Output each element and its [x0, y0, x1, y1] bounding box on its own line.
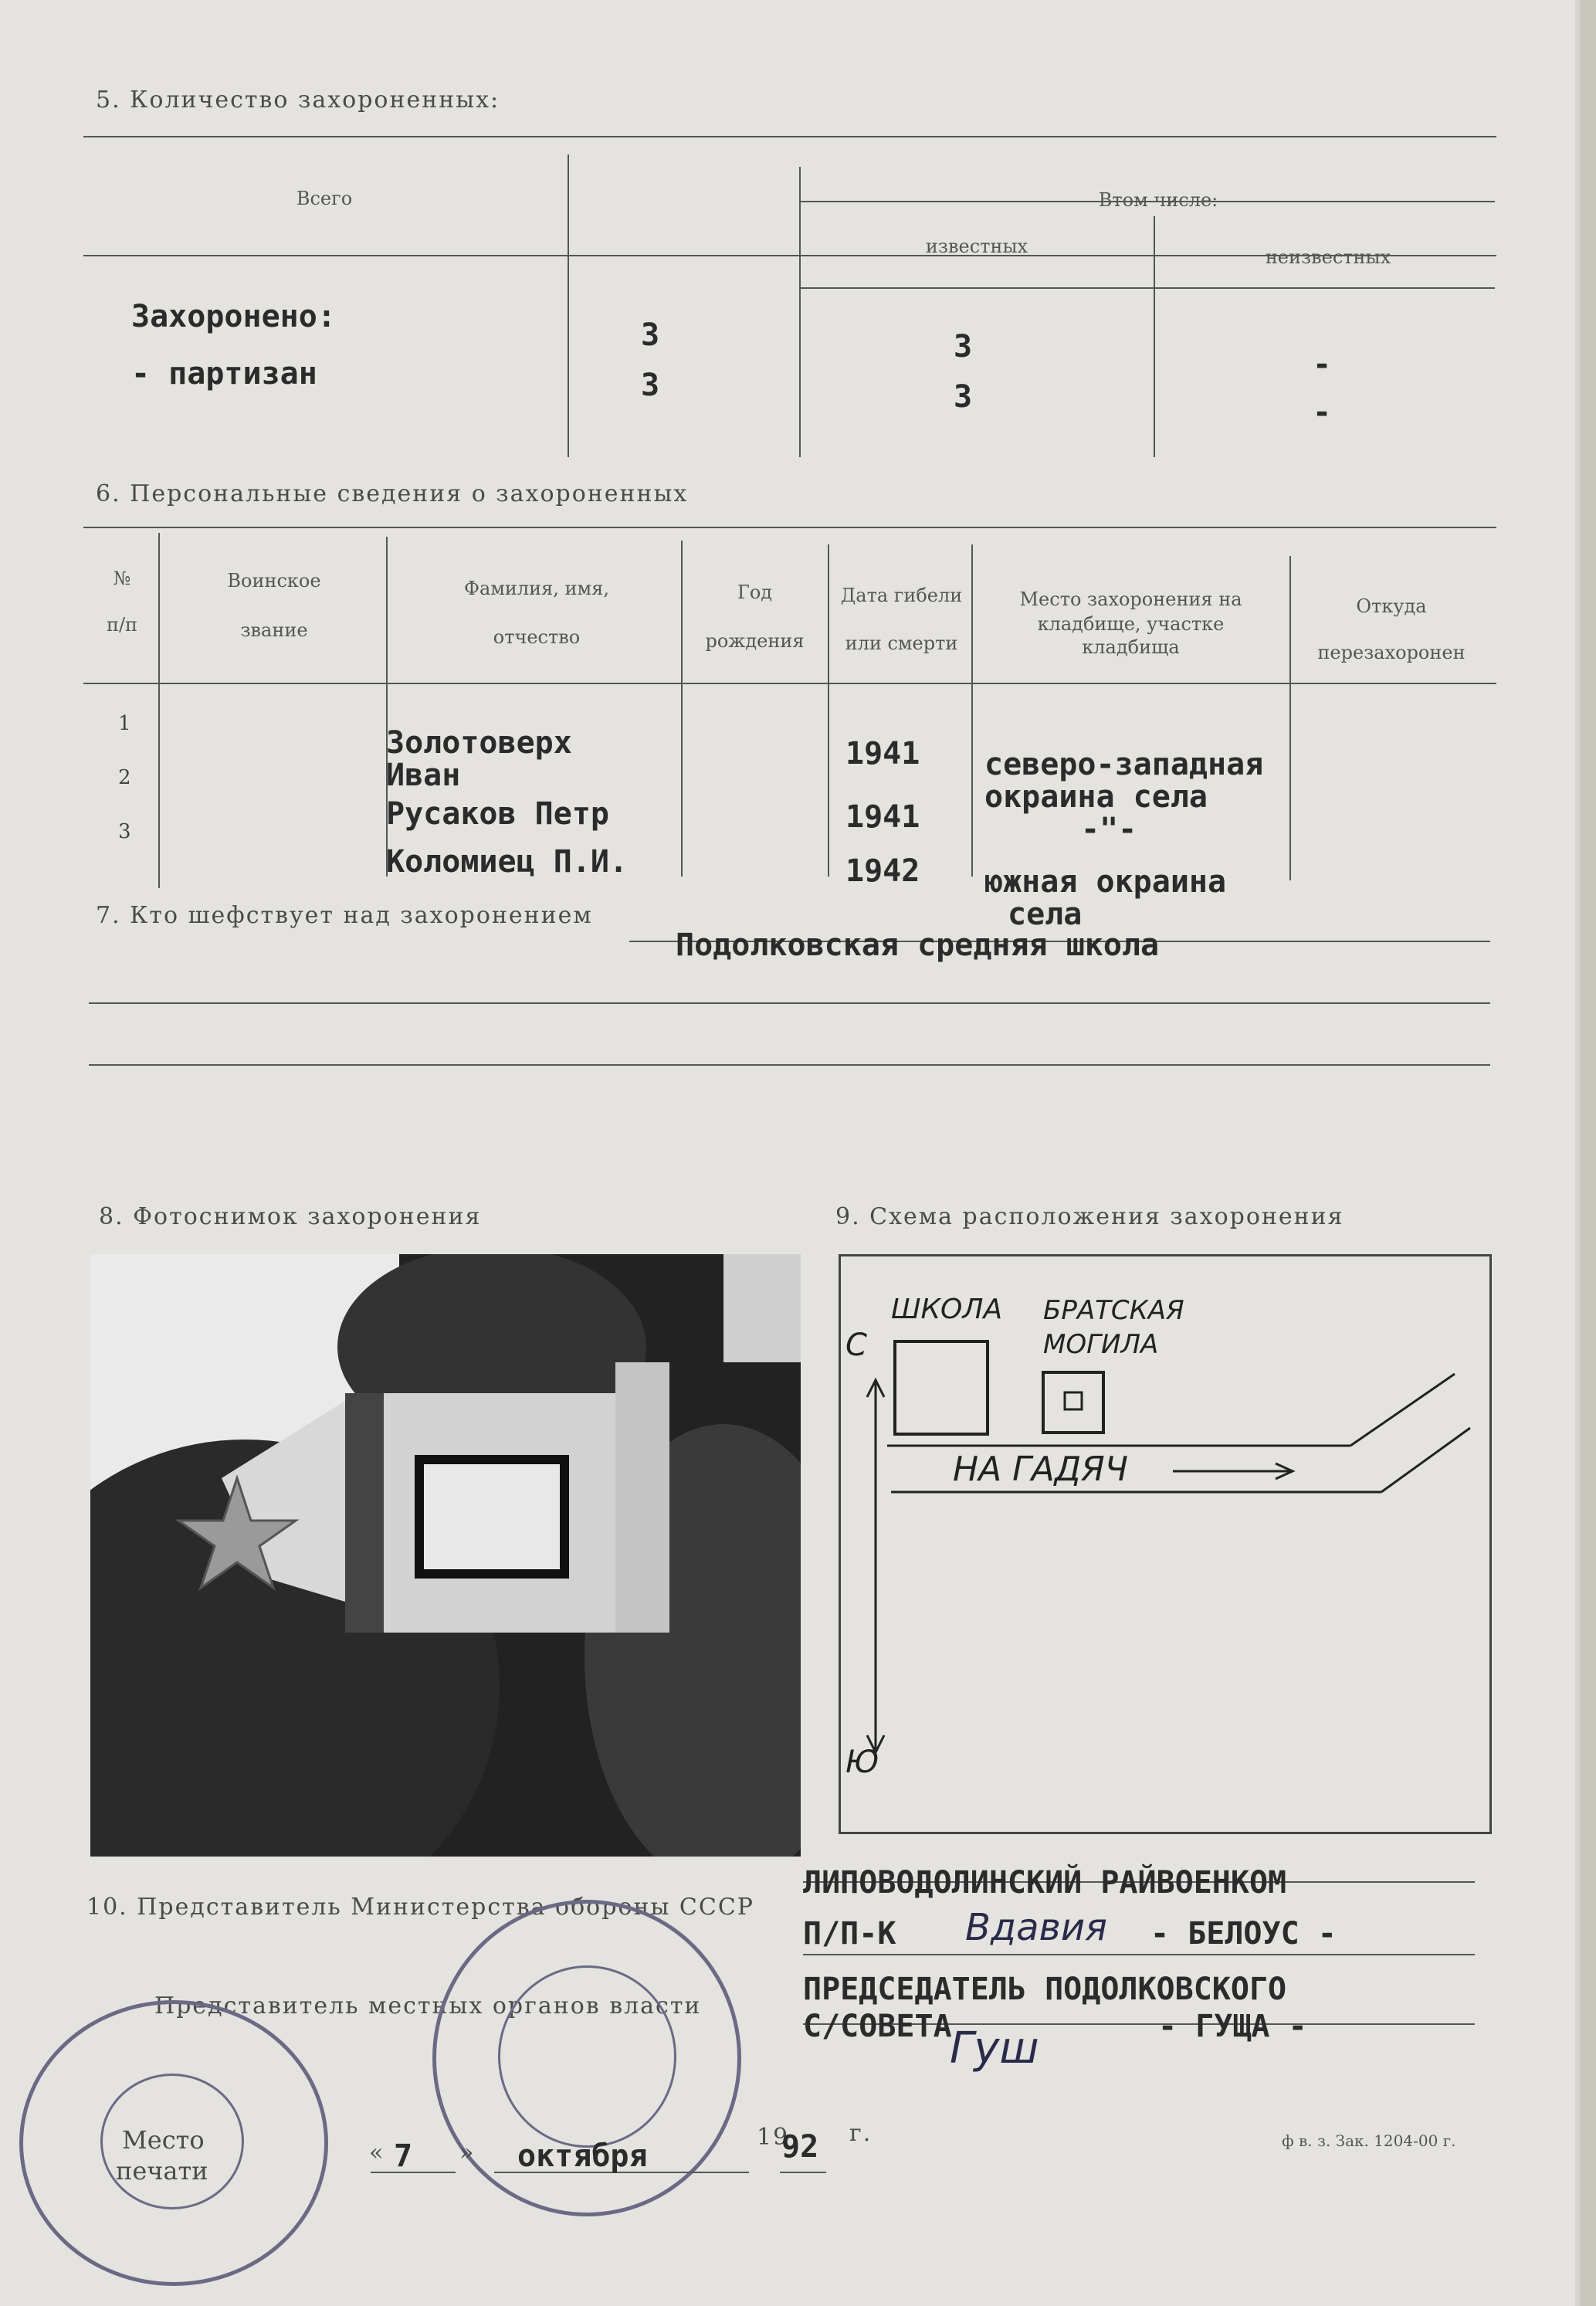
- place-1a: северо-западная: [984, 747, 1264, 782]
- section5-title: 5. Количество захороненных:: [96, 86, 500, 114]
- name-ivan: Иван: [386, 758, 461, 793]
- header-rank-2: звание: [240, 619, 308, 641]
- header-known: известных: [925, 236, 1028, 257]
- header-place-3: кладбища: [1082, 636, 1180, 658]
- place-3a: южная окраина: [984, 864, 1227, 900]
- local-rep-line-2: С/СОВЕТА: [803, 2009, 952, 2044]
- row-number: 3: [118, 820, 131, 843]
- stamp-place-1: Место: [122, 2125, 205, 2155]
- mod-rep-line-1: ЛИПОВОДОЛИНСКИЙ РАЙВОЕНКОМ: [803, 1865, 1287, 1901]
- header-num-2: п/п: [106, 614, 138, 636]
- scheme-road: НА ГАДЯЧ: [953, 1450, 1128, 1489]
- quote-open: «: [369, 2139, 385, 2166]
- header-from-1: Откуда: [1356, 595, 1427, 617]
- buried-total: 3: [641, 317, 660, 353]
- scheme-school: ШКОЛА: [891, 1294, 1003, 1325]
- seal-inner-ring: [498, 1965, 676, 2148]
- column-divider: [681, 541, 683, 877]
- memorial-image: [90, 1254, 801, 1857]
- rule: [371, 2172, 456, 2173]
- column-divider: [568, 154, 569, 457]
- header-name-1: Фамилия, имя,: [464, 578, 609, 599]
- rule: [83, 136, 1496, 137]
- death-date-2: 1941: [845, 799, 920, 835]
- column-divider: [799, 167, 801, 457]
- patron-value: Подолковская средняя школа: [676, 927, 1160, 963]
- place-1b: окраина села: [984, 779, 1208, 815]
- quote-close: »: [459, 2139, 476, 2166]
- date-month: октября: [517, 2138, 648, 2174]
- name-rusakov: Русаков Петр: [386, 796, 609, 832]
- header-rank-1: Воинское: [227, 570, 321, 592]
- buried-known: 3: [954, 329, 973, 365]
- partisans-label: - партизан: [131, 356, 317, 392]
- rule: [83, 527, 1496, 528]
- scheme-grave-1: БРАТСКАЯ: [1043, 1295, 1184, 1326]
- place-2: -"-: [1081, 812, 1137, 847]
- scheme-south: Ю: [845, 1745, 879, 1780]
- local-rep-line-1: ПРЕДСЕДАТЕЛЬ ПОДОЛКОВСКОГО: [803, 1972, 1287, 2007]
- section8-title: 8. Фотоснимок захоронения: [99, 1203, 482, 1230]
- local-rep-name: - ГУЩА -: [1158, 2009, 1307, 2044]
- header-total: Всего: [296, 188, 353, 209]
- header-including: Втом числе:: [1098, 189, 1218, 211]
- rule: [780, 2172, 826, 2173]
- local-authority-title: Представитель местных органов власти: [154, 1992, 702, 2019]
- header-death-2: или смерти: [845, 632, 958, 654]
- signature-1: Вдавия: [965, 1906, 1107, 1949]
- scheme-drawing: [841, 1256, 1489, 1832]
- section9-title: 9. Схема расположения захоронения: [835, 1203, 1344, 1230]
- section10-title: 10. Представитель Министерства обороны СССР: [86, 1894, 754, 1921]
- column-divider: [1154, 216, 1155, 457]
- header-num-1: №: [113, 568, 131, 589]
- row-number: 1: [118, 712, 131, 735]
- death-date-1: 1941: [845, 736, 920, 771]
- name-zolotoverkh: Золотоверх: [386, 725, 572, 761]
- date-day: 7: [394, 2138, 413, 2174]
- header-year-2: рождения: [705, 630, 805, 652]
- header-year-1: Год: [737, 582, 773, 603]
- name-kolomiets: Коломиец П.И.: [386, 844, 629, 880]
- partisans-total: 3: [641, 368, 660, 403]
- buried-unknown: -: [1313, 347, 1332, 382]
- location-scheme: [839, 1254, 1492, 1834]
- section6-title: 6. Персональные сведения о захороненных: [96, 480, 689, 507]
- header-from-2: перезахоронен: [1317, 642, 1466, 663]
- header-place-2: кладбище, участке: [1037, 613, 1225, 635]
- rule: [800, 287, 1495, 289]
- header-place-1: Место захоронения на: [1019, 588, 1242, 610]
- stamp-place-2: печати: [116, 2156, 208, 2186]
- partisans-known: 3: [954, 379, 973, 415]
- mod-rep-name: - БЕЛОУС -: [1150, 1916, 1337, 1952]
- buried-label: Захоронено:: [131, 299, 336, 334]
- date-year-prefix: 19: [757, 2124, 790, 2151]
- header-name-2: отчество: [493, 626, 581, 648]
- header-death-1: Дата гибели: [840, 585, 963, 606]
- print-code: ф в. з. Зак. 1204-00 г.: [1282, 2131, 1456, 2150]
- column-divider: [828, 544, 829, 877]
- rule: [83, 683, 1496, 684]
- mod-rep-line-2: П/П-К: [803, 1916, 896, 1952]
- place-3b: села: [1008, 897, 1083, 932]
- rule: [89, 1002, 1490, 1004]
- rule: [803, 1954, 1475, 1955]
- signature-2: Гуш: [950, 2023, 1039, 2074]
- rule: [89, 1064, 1490, 1066]
- partisans-unknown: -: [1313, 395, 1332, 430]
- burial-photo: [90, 1254, 801, 1857]
- date-g: г.: [849, 2120, 873, 2147]
- scheme-north: С: [845, 1328, 867, 1363]
- header-unknown: неизвестных: [1265, 246, 1391, 268]
- row-number: 2: [118, 766, 131, 789]
- scheme-grave-2: МОГИЛА: [1043, 1329, 1159, 1360]
- death-date-3: 1942: [845, 853, 920, 889]
- section7-title: 7. Кто шефствует над захоронением: [96, 902, 593, 929]
- date-year-suffix: 92: [781, 2129, 819, 2165]
